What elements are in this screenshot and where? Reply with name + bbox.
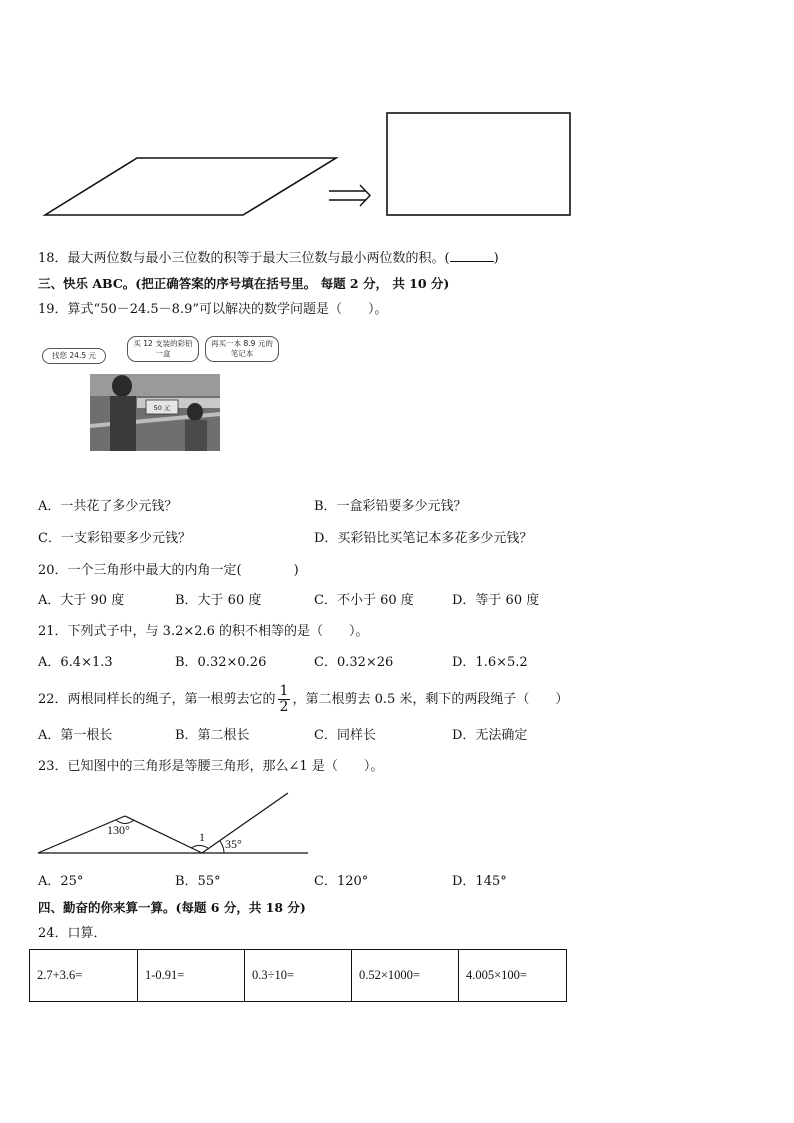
question-22-text: 22．两根同样长的绳子，第一根剪去它的 $\frac{1}{2}$ ，第二根剪去 0.5 米，剩下的两段绳子（ ） <box>38 683 569 715</box>
calc-cell[interactable]: 4.005×100= <box>459 950 567 1002</box>
question-24-text: 24．口算． <box>38 926 107 941</box>
question-19-text: 19．算式“50－24.5－8.9”可以解决的数学问题是（ ）。 <box>38 302 388 317</box>
speech-bubble-notebook: 再买一本 8.9 元的笔记本 <box>205 336 279 362</box>
q20-option-d[interactable]: D．等于 60 度 <box>452 593 540 608</box>
q21-option-d[interactable]: D．1.6×5.2 <box>452 655 528 670</box>
q21-option-c[interactable]: C．0.32×26 <box>314 655 394 670</box>
question-20-text: 20．一个三角形中最大的内角一定( ) <box>38 563 299 578</box>
q23-option-b[interactable]: B．55° <box>175 874 221 889</box>
q20-option-b[interactable]: B．大于 60 度 <box>175 593 262 608</box>
rectangle-shape <box>387 113 570 215</box>
fraction-one-half: $\frac{1}{2}$ <box>279 683 289 715</box>
q19-option-d[interactable]: D．买彩铅比买笔记本多花多少元钱？ <box>314 531 533 546</box>
q20-option-c[interactable]: C．不小于 60 度 <box>314 593 414 608</box>
q19-option-a[interactable]: A．一共花了多少元钱？ <box>38 499 178 514</box>
question-21-text: 21．下列式子中，与 3.2×2.6 的积不相等的是（ ）。 <box>38 624 369 639</box>
answer-blank[interactable] <box>450 249 494 262</box>
q22-option-a[interactable]: A．第一根长 <box>38 728 113 743</box>
q22-option-c[interactable]: C．同样长 <box>314 728 376 743</box>
q21-option-b[interactable]: B．0.32×0.26 <box>175 655 267 670</box>
calc-cell[interactable]: 0.52×1000= <box>352 950 459 1002</box>
angle-1-label: 1 <box>199 830 205 844</box>
question-18-text: 18．最大两位数与最小三位数的积等于最大三位数与最小两位数的积。( <box>38 251 450 266</box>
price-tag: 50 元 <box>153 404 171 412</box>
apex-angle-label: 130° <box>107 823 130 837</box>
question-18: 18．最大两位数与最小三位数的积等于最大三位数与最小两位数的积。( ) <box>38 251 499 266</box>
parallelogram-shape <box>45 158 336 215</box>
q19-option-c[interactable]: C．一支彩铅要多少元钱？ <box>38 531 191 546</box>
section-4-title: 四、勤奋的你来算一算。(每题 6 分，共 18 分) <box>38 900 306 915</box>
mental-math-table <box>29 949 567 1002</box>
question-23-text: 23．已知图中的三角形是等腰三角形，那么∠1 是（ ）。 <box>38 759 384 774</box>
section-3-title: 三、快乐 ABC。(把正确答案的序号填在括号里。 每题 2 分， 共 10 分) <box>38 276 450 291</box>
q22-option-b[interactable]: B．第二根长 <box>175 728 250 743</box>
outer-angle-label: 35° <box>225 837 242 851</box>
speech-bubble-pencils: 买 12 支装的彩铅一盒 <box>127 336 199 362</box>
q23-option-d[interactable]: D．145° <box>452 874 507 889</box>
q23-option-c[interactable]: C．120° <box>314 874 369 889</box>
shop-illustration <box>42 336 278 451</box>
q21-option-a[interactable]: A．6.4×1.3 <box>38 655 113 670</box>
isosceles-triangle-figure <box>36 790 310 856</box>
speech-bubble-change: 找您 24.5 元 <box>42 348 106 364</box>
q19-option-b[interactable]: B．一盒彩铅要多少元钱？ <box>314 499 467 514</box>
triangle-diagram-icon <box>36 790 310 856</box>
q22-option-d[interactable]: D．无法确定 <box>452 728 528 743</box>
calc-cell[interactable]: 2.7+3.6= <box>30 950 138 1002</box>
calc-cell[interactable]: 0.3÷10= <box>245 950 352 1002</box>
calc-cell[interactable]: 1-0.91= <box>138 950 245 1002</box>
q20-option-a[interactable]: A．大于 90 度 <box>38 593 125 608</box>
table-row <box>30 950 567 1002</box>
arrow-icon <box>329 185 370 206</box>
q23-option-a[interactable]: A．25° <box>38 874 84 889</box>
parallelogram-to-rectangle-figure <box>0 0 794 230</box>
